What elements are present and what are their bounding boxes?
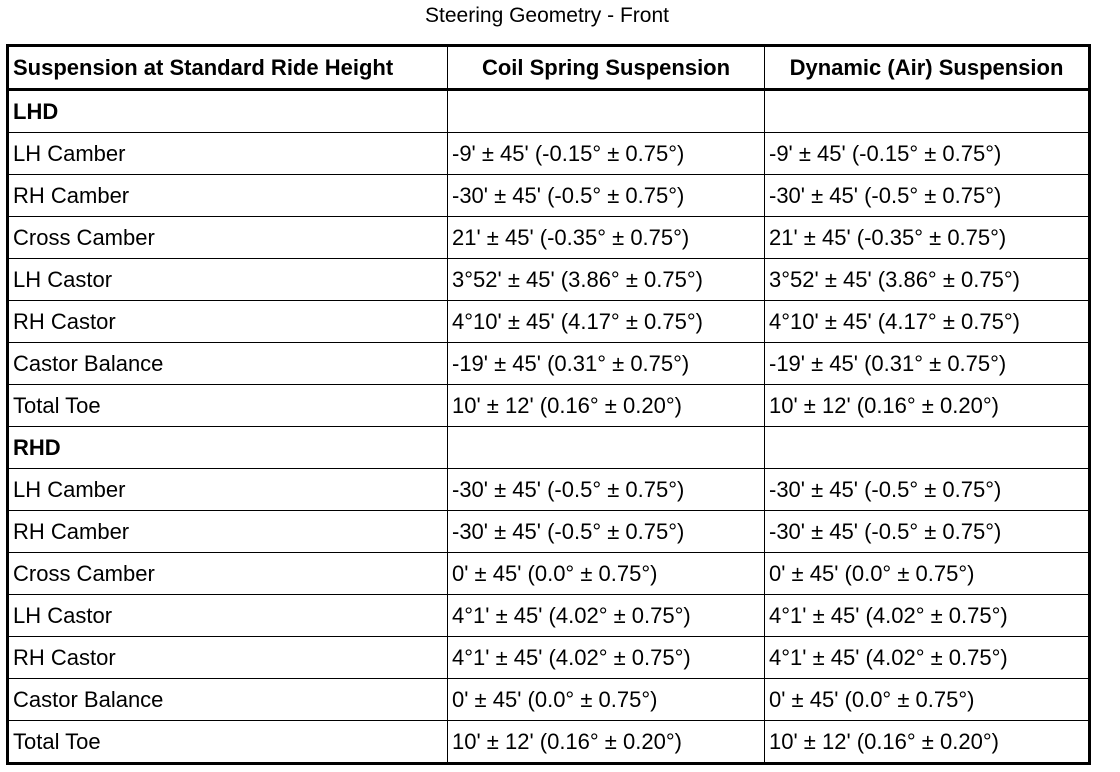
table-row [8, 469, 1090, 511]
section-row-lhd [8, 90, 1090, 133]
table-row [8, 133, 1090, 175]
empty-cell [448, 427, 765, 469]
coil-value-cell: -30' ± 45' (-0.5° ± 0.75°) [448, 175, 765, 217]
section-row-rhd [8, 427, 1090, 469]
coil-value-cell: 10' ± 12' (0.16° ± 0.20°) [448, 721, 765, 764]
param-cell: Cross Camber [8, 553, 448, 595]
param-cell: LH Castor [8, 595, 448, 637]
coil-value-cell: -19' ± 45' (0.31° ± 0.75°) [448, 343, 765, 385]
air-value-cell: 3°52' ± 45' (3.86° ± 0.75°) [765, 259, 1090, 301]
table-row [8, 301, 1090, 343]
table-row [8, 721, 1090, 764]
air-value-cell: 0' ± 45' (0.0° ± 0.75°) [765, 679, 1090, 721]
coil-value-cell: -30' ± 45' (-0.5° ± 0.75°) [448, 469, 765, 511]
air-value-cell: 4°1' ± 45' (4.02° ± 0.75°) [765, 595, 1090, 637]
param-cell: RH Castor [8, 301, 448, 343]
header-suspension-height: Suspension at Standard Ride Height [8, 46, 448, 90]
empty-cell [448, 90, 765, 133]
coil-value-cell: -30' ± 45' (-0.5° ± 0.75°) [448, 511, 765, 553]
table-row [8, 217, 1090, 259]
table-row [8, 511, 1090, 553]
param-cell: Total Toe [8, 721, 448, 764]
header-coil-spring: Coil Spring Suspension [448, 46, 765, 90]
coil-value-cell: 4°1' ± 45' (4.02° ± 0.75°) [448, 595, 765, 637]
coil-value-cell: -9' ± 45' (-0.15° ± 0.75°) [448, 133, 765, 175]
section-label: LHD [8, 90, 448, 133]
air-value-cell: 10' ± 12' (0.16° ± 0.20°) [765, 385, 1090, 427]
steering-geometry-table [6, 44, 1091, 765]
air-value-cell: -19' ± 45' (0.31° ± 0.75°) [765, 343, 1090, 385]
air-value-cell: 4°1' ± 45' (4.02° ± 0.75°) [765, 637, 1090, 679]
coil-value-cell: 4°1' ± 45' (4.02° ± 0.75°) [448, 637, 765, 679]
air-value-cell: -30' ± 45' (-0.5° ± 0.75°) [765, 511, 1090, 553]
coil-value-cell: 3°52' ± 45' (3.86° ± 0.75°) [448, 259, 765, 301]
table-header-row [8, 46, 1090, 90]
param-cell: Castor Balance [8, 679, 448, 721]
coil-value-cell: 0' ± 45' (0.0° ± 0.75°) [448, 679, 765, 721]
air-value-cell: -30' ± 45' (-0.5° ± 0.75°) [765, 469, 1090, 511]
param-cell: Cross Camber [8, 217, 448, 259]
param-cell: LH Camber [8, 133, 448, 175]
param-cell: RH Camber [8, 511, 448, 553]
param-cell: LH Camber [8, 469, 448, 511]
table-row [8, 553, 1090, 595]
coil-value-cell: 21' ± 45' (-0.35° ± 0.75°) [448, 217, 765, 259]
param-cell: Castor Balance [8, 343, 448, 385]
coil-value-cell: 4°10' ± 45' (4.17° ± 0.75°) [448, 301, 765, 343]
page-title: Steering Geometry - Front [425, 4, 669, 27]
table-row [8, 637, 1090, 679]
air-value-cell: -30' ± 45' (-0.5° ± 0.75°) [765, 175, 1090, 217]
table-row [8, 595, 1090, 637]
air-value-cell: 21' ± 45' (-0.35° ± 0.75°) [765, 217, 1090, 259]
param-cell: LH Castor [8, 259, 448, 301]
section-label: RHD [8, 427, 448, 469]
coil-value-cell: 0' ± 45' (0.0° ± 0.75°) [448, 553, 765, 595]
param-cell: RH Camber [8, 175, 448, 217]
air-value-cell: -9' ± 45' (-0.15° ± 0.75°) [765, 133, 1090, 175]
table-row [8, 259, 1090, 301]
empty-cell [765, 90, 1090, 133]
param-cell: Total Toe [8, 385, 448, 427]
air-value-cell: 0' ± 45' (0.0° ± 0.75°) [765, 553, 1090, 595]
header-dynamic-air: Dynamic (Air) Suspension [765, 46, 1090, 90]
table-row [8, 385, 1090, 427]
coil-value-cell: 10' ± 12' (0.16° ± 0.20°) [448, 385, 765, 427]
air-value-cell: 10' ± 12' (0.16° ± 0.20°) [765, 721, 1090, 764]
empty-cell [765, 427, 1090, 469]
table-row [8, 679, 1090, 721]
table-row [8, 175, 1090, 217]
table-row [8, 343, 1090, 385]
param-cell: RH Castor [8, 637, 448, 679]
air-value-cell: 4°10' ± 45' (4.17° ± 0.75°) [765, 301, 1090, 343]
